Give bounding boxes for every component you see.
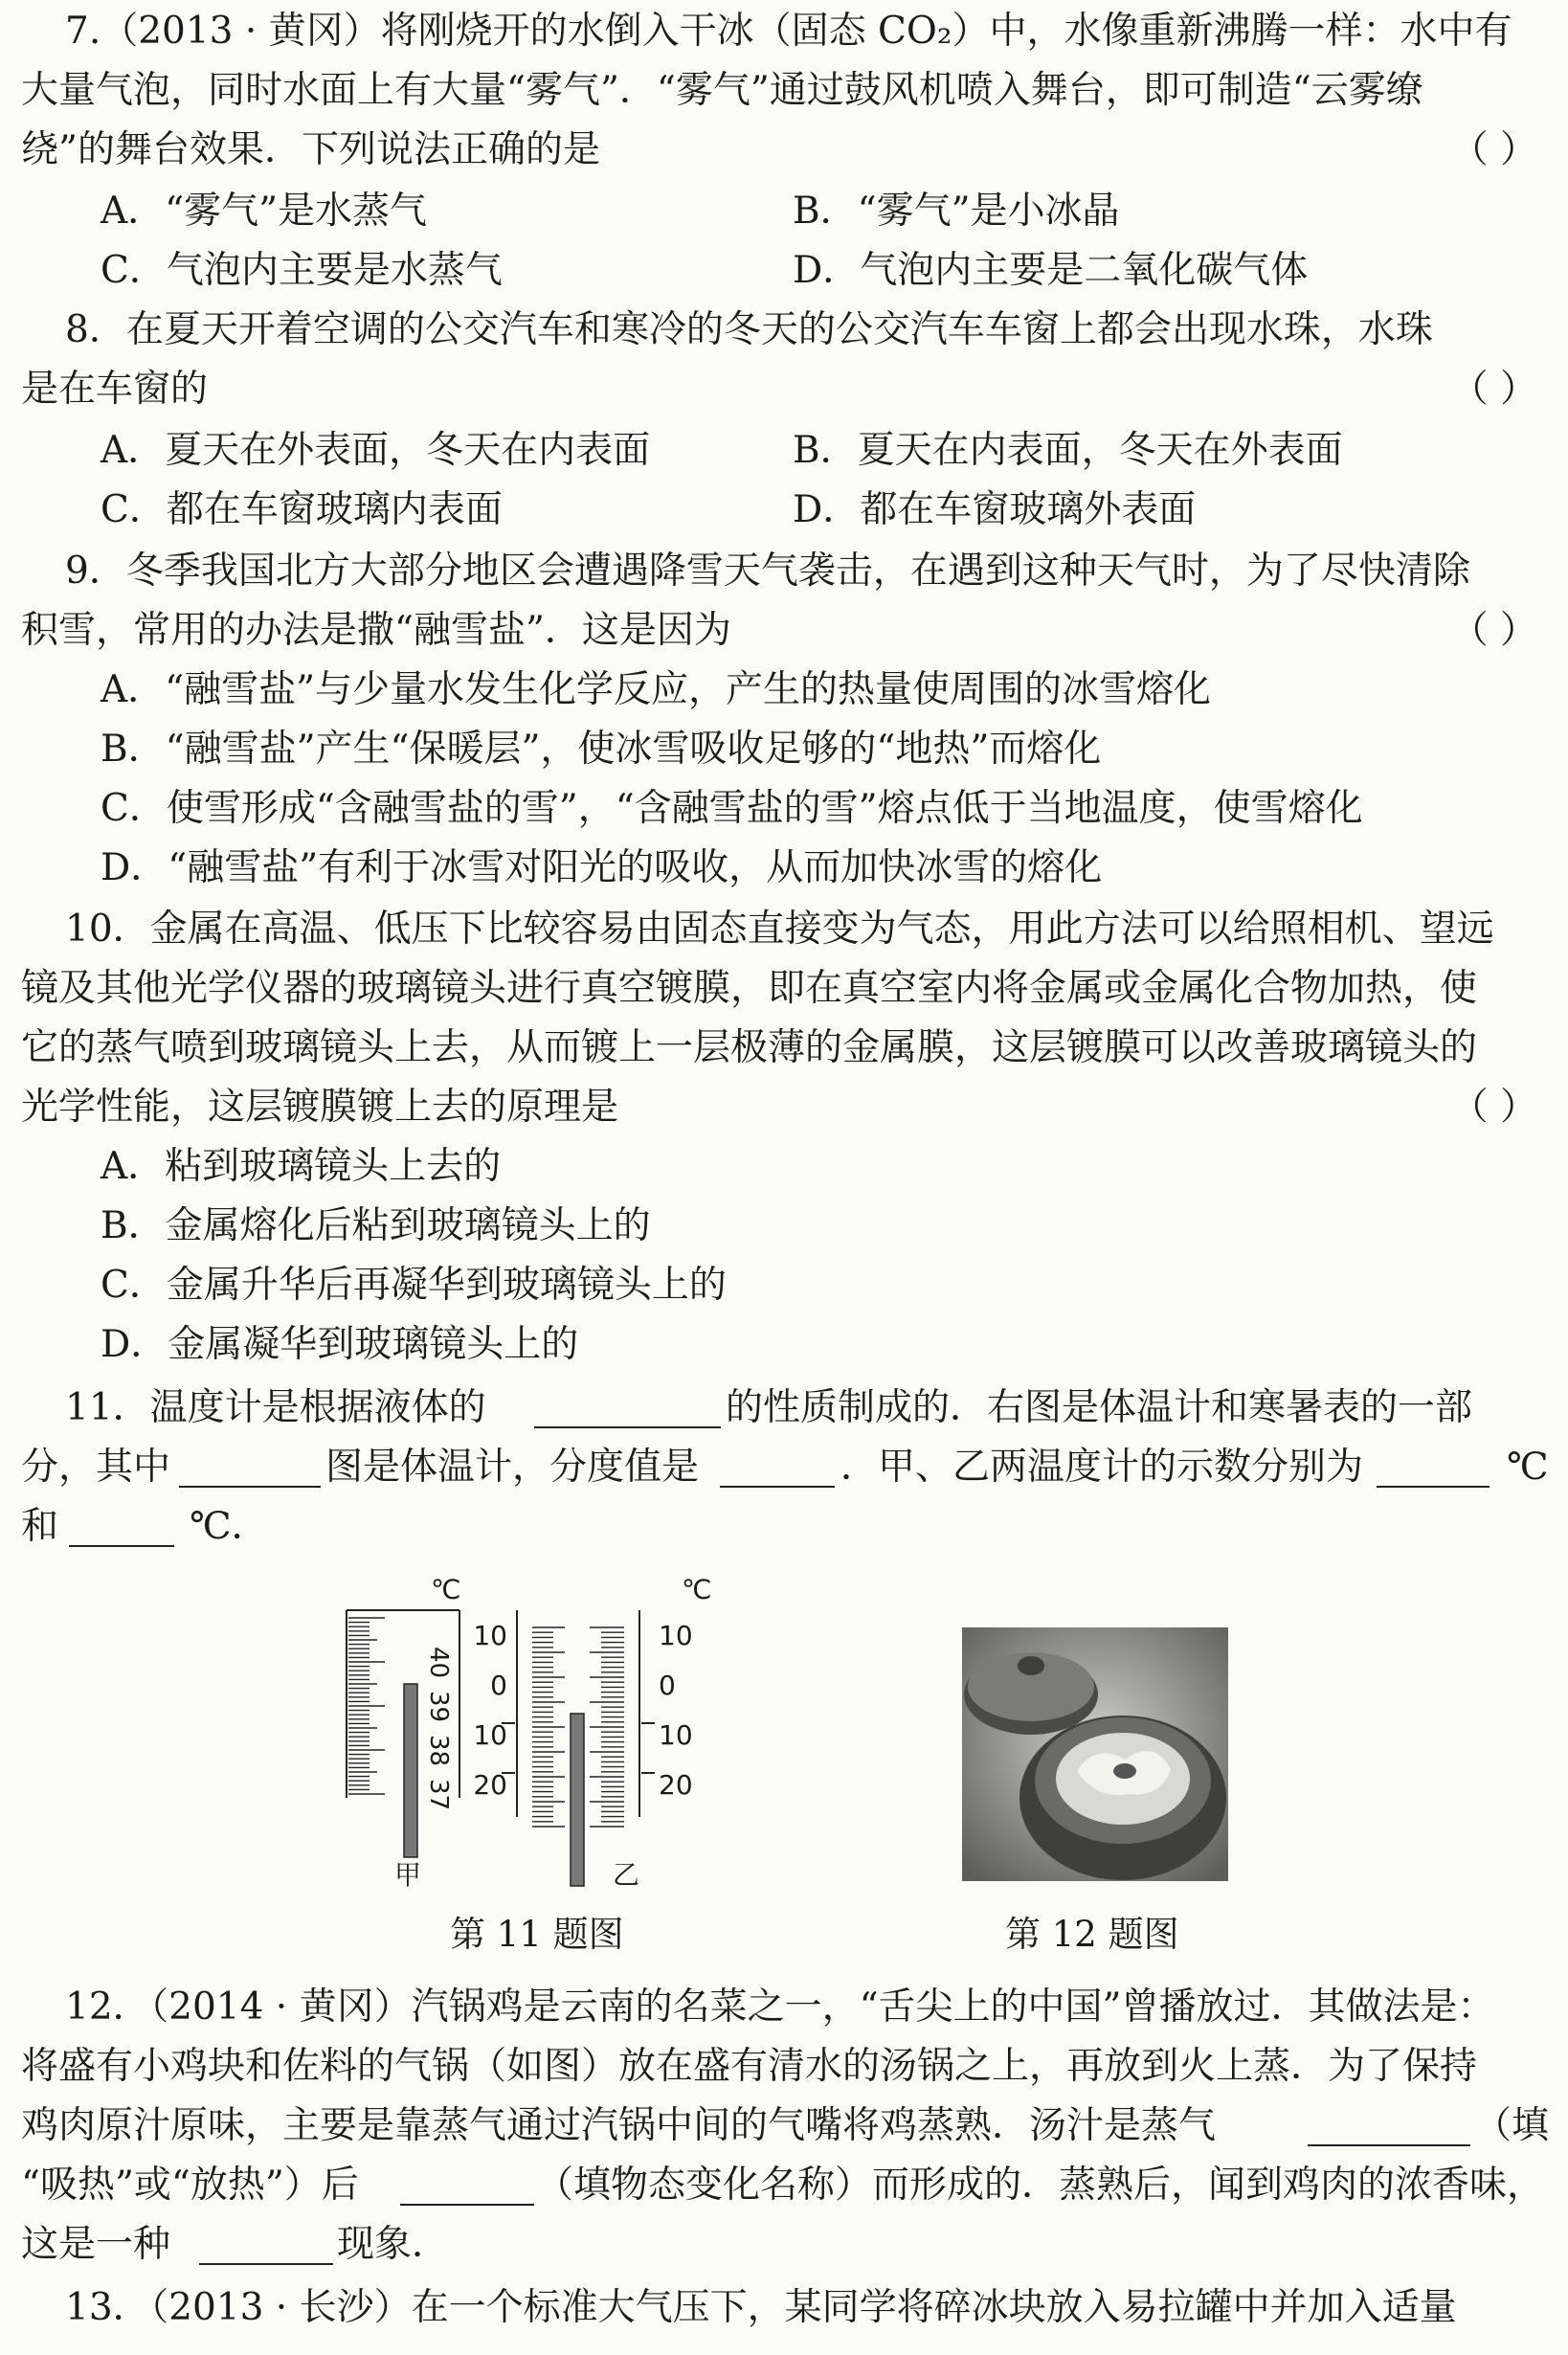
q12-stem-h: 现象． — [337, 2223, 450, 2266]
q9-line-1 — [0, 542, 1568, 601]
thermometer-yi-tick-label: 0 — [490, 1670, 507, 1701]
thermometer-yi — [473, 1574, 711, 1891]
q11-stem-e: ．甲、乙两温度计的示数分别为 — [840, 1446, 1364, 1489]
q13-stem: 13．（2013 · 长沙）在一个标准大气压下，某同学将碎冰块放入易拉罐中并加入适量 — [65, 2286, 1457, 2329]
thermometer-jia-scale — [348, 1618, 385, 1794]
q9-option-d[interactable]: D．“融雪盐”有利于冰雪对阳光的吸收，从而加快冰雪的熔化 — [101, 846, 1103, 889]
figure-11-thermometers — [325, 1570, 747, 1895]
thermometer-yi-unit: ℃ — [682, 1574, 712, 1605]
figure-12-steam-pot-photo — [962, 1627, 1228, 1881]
thermometer-jia-tick-label: 40 — [424, 1647, 453, 1679]
q7-answer-bracket[interactable]: （ ） — [1450, 128, 1537, 171]
q10-option-a-row — [0, 1137, 1568, 1197]
q12-blank-heat[interactable] — [1308, 2097, 1470, 2146]
q12-blank-change[interactable] — [400, 2156, 534, 2206]
q11-stem-c: 分，其中 — [21, 1446, 171, 1489]
q7-stem-cont: 大量气泡，同时水面上有大量“雾气”．“雾气”通过鼓风机喷入舞台，即可制造“云雾缭 — [21, 69, 1423, 112]
q10-line-2 — [0, 959, 1568, 1019]
q8-stem-end: 是在车窗的 — [21, 368, 209, 411]
q11-line-1 — [0, 1379, 1568, 1438]
thermometer-yi-tick-label: 10 — [659, 1620, 693, 1651]
q12-stem: 12．（2014 · 黄冈）汽锅鸡是云南的名菜之一，“舌尖上的中国”曾播放过．其做法是： — [65, 1985, 1495, 2029]
q10-stem-cont-1: 镜及其他光学仪器的玻璃镜头进行真空镀膜，即在真空室内将金属或金属化合物加热，使 — [21, 967, 1478, 1010]
q9-stem: 9．冬季我国北方大部分地区会遭遇降雪天气袭击，在遇到这种天气时，为了尽快清除 — [65, 550, 1470, 593]
q10-option-c[interactable]: C．金属升华后再凝华到玻璃镜头上的 — [101, 1264, 727, 1307]
q12-stem-c: 鸡肉原汁原味，主要是靠蒸气通过汽锅中间的气嘴将鸡蒸熟．汤汁是蒸气 — [21, 2104, 1217, 2147]
q11-blank-which[interactable] — [179, 1438, 321, 1488]
q7-line-1 — [0, 2, 1568, 61]
thermometer-jia-unit: ℃ — [431, 1574, 461, 1605]
q8-line-2 — [0, 360, 1568, 419]
q9-option-d-row — [0, 839, 1568, 898]
q10-option-b-row — [0, 1197, 1568, 1256]
q8-line-1 — [0, 301, 1568, 360]
q11-unit-1: ℃ — [1507, 1446, 1549, 1489]
q8-option-b[interactable]: B．夏天在内表面，冬天在外表面 — [793, 429, 1343, 472]
thermometer-jia-label: 甲 — [394, 1859, 422, 1891]
figure-11-caption: 第 11 题图 — [450, 1914, 624, 1955]
thermometer-jia-mercury-column — [404, 1684, 417, 1857]
q8-option-a[interactable]: A．夏天在外表面，冬天在内表面 — [101, 429, 651, 472]
q7-line-3 — [0, 121, 1568, 180]
q10-option-d[interactable]: D．金属凝华到玻璃镜头上的 — [101, 1323, 579, 1366]
q11-stem-a: 11．温度计是根据液体的 — [65, 1386, 486, 1429]
thermometer-jia-tick-label: 38 — [424, 1735, 453, 1767]
q10-option-a[interactable]: A．粘到玻璃镜头上去的 — [101, 1145, 502, 1188]
thermometer-yi-liquid-column — [571, 1714, 584, 1886]
q12-stem-cont: 将盛有小鸡块和佐料的气锅（如图）放在盛有清水的汤锅之上，再放到火上蒸．为了保持 — [21, 2045, 1478, 2088]
q10-stem-cont-2: 它的蒸气喷到玻璃镜头上去，从而镀上一层极薄的金属膜，这层镀膜可以改善玻璃镜头的 — [21, 1026, 1478, 1069]
q7-options-row-1 — [0, 182, 1568, 241]
q11-line-3 — [0, 1497, 1568, 1557]
thermometer-yi-label: 乙 — [613, 1859, 640, 1891]
q12-stem-g: 这是一种 — [21, 2223, 171, 2266]
q12-stem-e: “吸热”或“放热”）后 — [21, 2164, 359, 2207]
q7-options-row-2 — [0, 241, 1568, 301]
thermometer-jia-tick-label: 37 — [424, 1779, 453, 1811]
q11-line-2 — [0, 1438, 1568, 1497]
q7-option-b[interactable]: B．“雾气”是小冰晶 — [793, 190, 1120, 233]
q10-stem: 10．金属在高温、低压下比较容易由固态直接变为气态，用此方法可以给照相机、望远 — [65, 908, 1494, 951]
q9-line-2 — [0, 601, 1568, 661]
thermometer-jia — [347, 1574, 460, 1891]
q8-option-d[interactable]: D．都在车窗玻璃外表面 — [793, 488, 1197, 531]
q9-option-c-row — [0, 779, 1568, 839]
q12-line-4 — [0, 2156, 1568, 2215]
q10-option-d-row — [0, 1315, 1568, 1375]
q10-line-3 — [0, 1019, 1568, 1078]
thermometer-yi-tick-label: 10 — [473, 1719, 507, 1751]
q10-option-b[interactable]: B．金属熔化后粘到玻璃镜头上的 — [101, 1204, 651, 1247]
q7-stem-end: 绕”的舞台效果．下列说法正确的是 — [21, 128, 600, 171]
q11-unit-2: ℃． — [190, 1505, 269, 1548]
q8-answer-bracket[interactable]: （ ） — [1450, 368, 1537, 411]
q9-option-c[interactable]: C．使雪形成“含融雪盐的雪”，“含融雪盐的雪”熔点低于当地温度，使雪熔化 — [101, 787, 1363, 830]
thermometer-yi-tick-label: 20 — [659, 1769, 693, 1801]
q12-line-5 — [0, 2215, 1568, 2275]
q12-stem-d: （填 — [1474, 2104, 1550, 2147]
q12-blank-phenomenon[interactable] — [199, 2215, 333, 2265]
q10-option-c-row — [0, 1256, 1568, 1315]
q12-line-1 — [0, 1978, 1568, 2037]
figure-12-caption: 第 12 题图 — [1005, 1914, 1179, 1955]
q10-line-1 — [0, 900, 1568, 959]
thermometer-yi-tick-label: 0 — [659, 1670, 676, 1701]
q8-stem: 8．在夏天开着空调的公交汽车和寒冷的冬天的公交汽车车窗上都会出现水珠，水珠 — [65, 308, 1433, 351]
q10-stem-end: 光学性能，这层镀膜镀上去的原理是 — [21, 1086, 619, 1129]
q9-option-b-row — [0, 720, 1568, 779]
thermometer-yi-tick-label: 10 — [659, 1719, 693, 1751]
q9-stem-end: 积雪，常用的办法是撒“融雪盐”．这是因为 — [21, 609, 731, 652]
q12-line-2 — [0, 2037, 1568, 2097]
q8-option-c[interactable]: C．都在车窗玻璃内表面 — [101, 488, 503, 531]
thermometer-yi-tick-label: 10 — [473, 1620, 507, 1651]
q13-line-1 — [0, 2278, 1568, 2338]
q11-blank-division[interactable] — [720, 1438, 835, 1488]
q12-line-3 — [0, 2097, 1568, 2156]
thermometer-jia-tick-label: 39 — [424, 1691, 453, 1723]
q11-blank-property[interactable] — [534, 1379, 721, 1428]
q11-blank-reading-jia[interactable] — [1377, 1438, 1490, 1488]
thermometer-yi-tick-label: 20 — [473, 1769, 507, 1801]
q11-stem-d: 图是体温计，分度值是 — [325, 1446, 700, 1489]
q7-option-a[interactable]: A．“雾气”是水蒸气 — [101, 190, 428, 233]
q8-options-row-2 — [0, 481, 1568, 540]
q7-option-d[interactable]: D．气泡内主要是二氧化碳气体 — [793, 249, 1309, 292]
q9-option-b[interactable]: B．“融雪盐”产生“保暖层”，使冰雪吸收足够的“地热”而熔化 — [101, 728, 1102, 771]
q7-option-c[interactable]: C．气泡内主要是水蒸气 — [101, 249, 503, 292]
q11-blank-reading-yi[interactable] — [69, 1497, 174, 1547]
q7-line-2 — [0, 61, 1568, 121]
q10-answer-bracket[interactable]: （ ） — [1450, 1086, 1537, 1129]
q9-answer-bracket[interactable]: （ ） — [1450, 609, 1537, 652]
q9-option-a[interactable]: A．“融雪盐”与少量水发生化学反应，产生的热量使周围的冰雪熔化 — [101, 668, 1212, 711]
q9-option-a-row — [0, 661, 1568, 720]
q8-options-row-1 — [0, 421, 1568, 481]
q11-stem-f: 和 — [21, 1505, 59, 1548]
q12-stem-f: （填物态变化名称）而形成的．蒸熟后，闻到鸡肉的浓香味， — [536, 2164, 1545, 2207]
q11-stem-b: 的性质制成的．右图是体温计和寒暑表的一部 — [726, 1386, 1473, 1429]
q7-stem: 7.（2013 · 黄冈）将刚烧开的水倒入干冰（固态 CO₂）中，水像重新沸腾一样：水中有 — [65, 10, 1512, 53]
q10-line-4 — [0, 1078, 1568, 1137]
